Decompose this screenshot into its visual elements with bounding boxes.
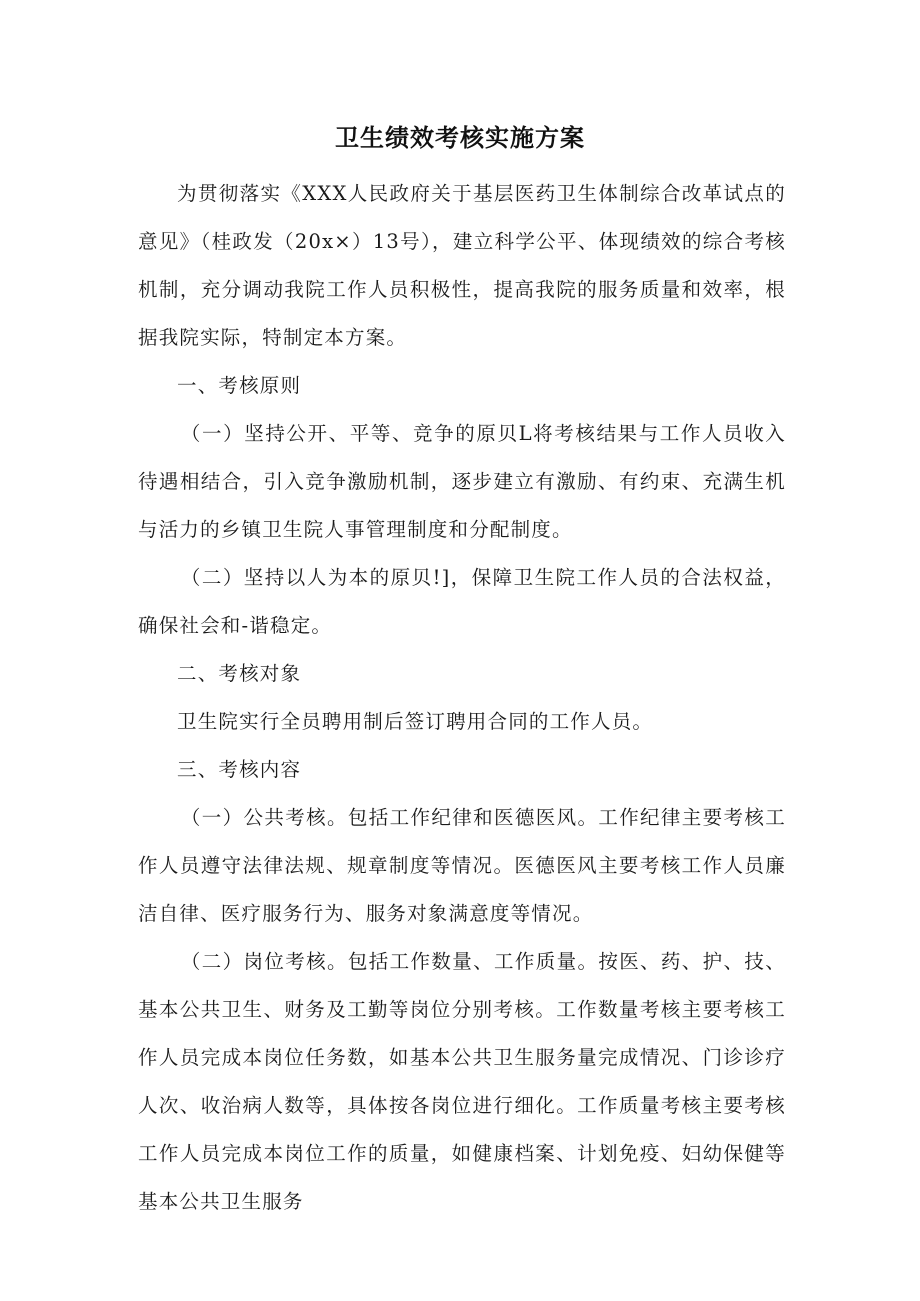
section-heading-principles: 一、考核原则 bbox=[177, 374, 302, 397]
document-title: 卫生绩效考核实施方案 bbox=[335, 124, 585, 152]
content-2-paragraph: （二）岗位考核。包括工作数量、工作质量。按医、药、护、技、基本公共卫生、财务及工勤等岗位分别考核。工作数量考核主要考核工作人员完成本岗位任务数，如基本公共卫生服务量完成情况、门诊诊疗人次、收治病人数等，具体按各岗位进行细化。工作质量考核主要考核工作人员完成本岗位工作的质量，如健康档案、计划免疫、妇幼保健等基本公共卫生服务 bbox=[138, 950, 786, 1213]
section-heading-content: 三、考核内容 bbox=[177, 758, 302, 781]
targets-paragraph: 卫生院实行全员聘用制后签订聘用合同的工作人员。 bbox=[177, 710, 654, 733]
document-body bbox=[138, 170, 786, 1226]
principle-2-paragraph: （二）坚持以人为本的原贝!]，保障卫生院工作人员的合法权益，确保社会和-谐稳定。 bbox=[138, 566, 786, 637]
content-1-paragraph: （一）公共考核。包括工作纪律和医德医风。工作纪律主要考核工作人员遵守法律法规、规章制度等情况。医德医风主要考核工作人员廉洁自律、医疗服务行为、服务对象满意度等情况。 bbox=[138, 806, 786, 925]
principle-1-paragraph: （一）坚持公开、平等、竞争的原贝L将考核结果与工作人员收入待遇相结合，引入竞争激励机制，逐步建立有激励、有约束、充满生机与活力的乡镇卫生院人事管理制度和分配制度。 bbox=[138, 422, 786, 541]
intro-paragraph: 为贯彻落实《XXX人民政府关于基层医药卫生体制综合改革试点的意见》（桂政发（20x×）13号），建立科学公平、体现绩效的综合考核机制，充分调动我院工作人员积极性，提高我院的服务质量和效率，根据我院实际，特制定本方案。 bbox=[138, 182, 786, 349]
section-heading-targets: 二、考核对象 bbox=[177, 662, 302, 685]
